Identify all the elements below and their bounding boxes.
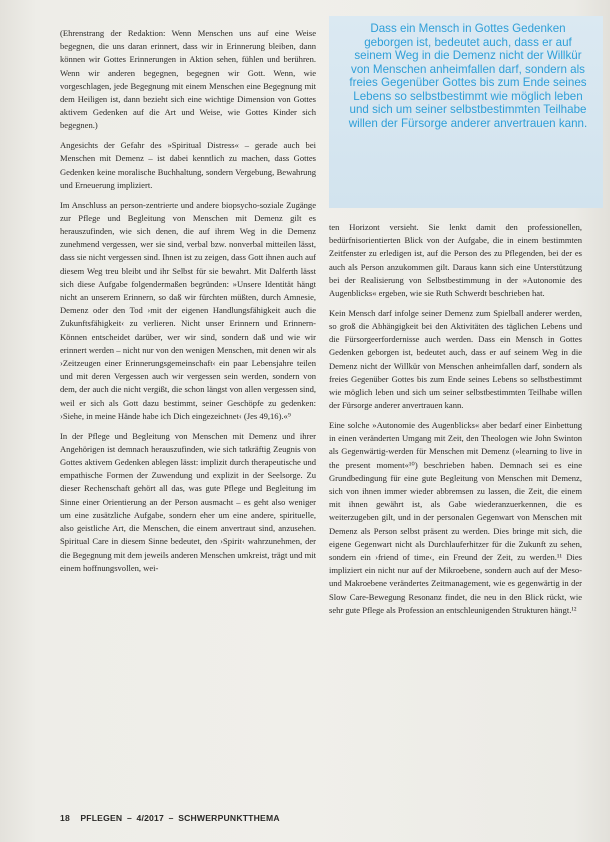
paragraph-spiritual-distress: Angesichts der Gefahr des »Spiritual Distress« – gerade auch bei Menschen mit Demenz – ist dabei kenntlich zu machen, dass Gottes Gedenken keine moralische Buchhaltung, sondern Vergebung, Bewahrung und Erneuerung impliziert. bbox=[60, 140, 316, 190]
section-name: SCHWERPUNKTTHEMA bbox=[178, 813, 280, 823]
issue-number: 4/2017 bbox=[136, 813, 165, 823]
paragraph-autonomy-moment: Eine solche »Autonomie des Augenblicks« aber bedarf einer Einbettung in einen veränderten Umgang mit Zeit, den Theologen wie John Swinton als Gegenwärtig-werden für Menschen mit Demenz (»learning to live in the present moment«¹⁰) beschrieben haben. Demnach sei es eine Grundbedingung für eine gute Begleitung von Menschen mit Demenz, sich von ihnen immer wieder abbremsen zu lassen, die Zeit, die einem mit ihnen gewährt ist, als Gabe wiederanzuerkennen, die es weiterzugeben gilt, und in der personalen Gegenwart von Menschen mit Demenz als Person selbst präsent zu werden. Dies bringe mit sich, die eigene Gegenwart nicht als Durchlauferhitzer für die Zukunft zu sehen, sondern ein ›friend of time‹, ein Freund der Zeit, zu werden.¹¹ Dies impliziert ein nicht nur auf der Mikroebene, sondern auch auf der Meso- und Makroebene verändertes Zeitmanagement, wie es gegenwärtig in der Slow Care-Bewegung Resonanz findet, die neu in den Blick rückt, wie sehr gute Pflege als Profession an entschleunigenden Strukturen hängt.¹² bbox=[329, 420, 582, 615]
paragraph-editor-note: (Ehrenstrang der Redaktion: Wenn Menschen uns auf eine Weise begegnen, die uns daran erinnert, dass wir in Erinnerung bleiben, dann können wir Gottes Erinnerungen in Aktion sehen, fühlen und berühren. Wenn wir anderen begegnen, begegnen wir Gott. Wenn, wie vorgeschlagen, jede Begegnung mit einem Menschen eine Begegnung mit dem Heiligen ist, dann bezieht sich eine wichtige Dimension von Gottes aktivem Gedenken auf die Art und Weise, wie Gottes Kinder sich begegnen.) bbox=[60, 28, 316, 131]
footer-separator: – bbox=[168, 813, 174, 823]
footer-separator: – bbox=[126, 813, 132, 823]
pull-quote: Dass ein Mensch in Gottes Gedenken geborgen ist, bedeutet auch, dass er auf seinem Weg in die Demenz nicht der Willkür von Menschen anheimfallen darf, sondern als freies Gegenüber Gottes bis zum Ende seines Lebens so selbstbestimmt wie möglich leben und sich um seiner selbstbestimmten Teilhabe willen der Fürsorge anderer anvertrauen kann. bbox=[348, 22, 588, 130]
left-column bbox=[60, 27, 316, 582]
page-footer bbox=[60, 813, 460, 823]
paragraph-no-plaything: Kein Mensch darf infolge seiner Demenz zum Spielball anderer werden, so groß die Abhängigkeit bei den Aktivitäten des täglichen Lebens und die Fürsorgeerfordernisse auch werden. Dass ein Mensch in Gottes Gedenken geborgen ist, bedeutet auch, dass er auf seinem Weg in die Demenz nicht der Willkür von Menschen anheimfallen darf, sondern als freies Gegenüber Gottes bis zum Ende seines Lebens so selbstbestimmt wie möglich leben und sich um seiner selbstbestimmten Teilhabe willen der Fürsorge anderer anvertrauen kann. bbox=[329, 307, 582, 411]
page-number: 18 bbox=[60, 813, 70, 823]
right-column bbox=[329, 221, 582, 624]
paragraph-person-centered: Im Anschluss an person-zentrierte und andere biopsycho-soziale Zugänge zur Pflege und Begleitung von Menschen mit Demenz gilt es herauszufinden, wie sich denen, die auf ihrem Weg in die Demenz zunehmend vergessen, wer sie sind, verbal bzw. nonverbal mitteilen lässt, dass sie nicht vergessen sind. Ihnen ist zu zeigen, dass Gott ihnen auch auf diesem Weg treu bleibt und ihr Selbst für sie bewahrt. Mit Dalferth lässt sich diese Aufgabe folgendermaßen begründen: »Unsere Identität hängt nicht an unserem Erinnern, so daß wir fürchten müßten, durch Amnesie, Demenz oder den Tod ›mit der eigenen Handlungsfähigkeit auch die Zukunftsfähigkeit‹ zu verlieren. Nicht unser Erinnern und Erinnern-Können entscheidet darüber, wer wir sind, sondern daß und wie wir erinnert werden – nicht nur von den wenigen Menschen, mit denen wir als ›Zeitzeugen einer Erinnerungsgemeinschaft‹ ein paar Lebensjahre teilen und mit deren Vergessen auch wir vergessen sein werden, sondern von dem, der auch die nicht vergißt, die schon längst von allen vergessen sind, weil er sich als Gott dazu bestimmt, seiner Geschöpfe zu gedenken: ›Siehe, in meine Hände habe ich Dich eingezeichnet‹ (Jes 49,16).«⁹ bbox=[60, 199, 316, 421]
paragraph-horizon: ten Horizont versieht. Sie lenkt damit den professionellen, bedürfnisorientierten Blick von der Aufgabe, die in einem bestimmten Zeitfenster zu erledigen ist, auf die Person des zu Pflegenden, bei der es auch als Person anzukommen gilt. Daraus kann sich eine Unterstützung bei der Realisierung von Selbstbestimmung in der »Autonomie des Augenblicks« ergeben, wie sie Ruth Schwerdt beschrieben hat. bbox=[329, 222, 582, 299]
paragraph-care-practice: In der Pflege und Begleitung von Menschen mit Demenz und ihrer Angehörigen ist demnach herauszufinden, wie sich tatkräftig Zeugnis von Gottes aktivem Gedenken ablegen lässt: implizit durch therapeutische und empathische Formen der Zuwendung und explizit in der Seelsorge. Zu dieser Rechenschaft gehört all das, was gute Pflege und Begleitung im Sinne einer Orientierung an der Person ausmacht – es geht also weniger um eine zusätzliche Aufgabe, sondern eher um eine andere, spirituelle, also geistliche Art, die Menschen, die einem anvertraut sind, anzusehen. Spiritual Care in diesem Sinne bedeutet, den ›Spirit‹ wahrzunehmen, der die Begegnung mit dem jeweils anderen Menschen umkreist, trägt und mit einem hoffnungsvollen, wei- bbox=[60, 430, 316, 573]
magazine-name: PFLEGEN bbox=[80, 813, 123, 823]
